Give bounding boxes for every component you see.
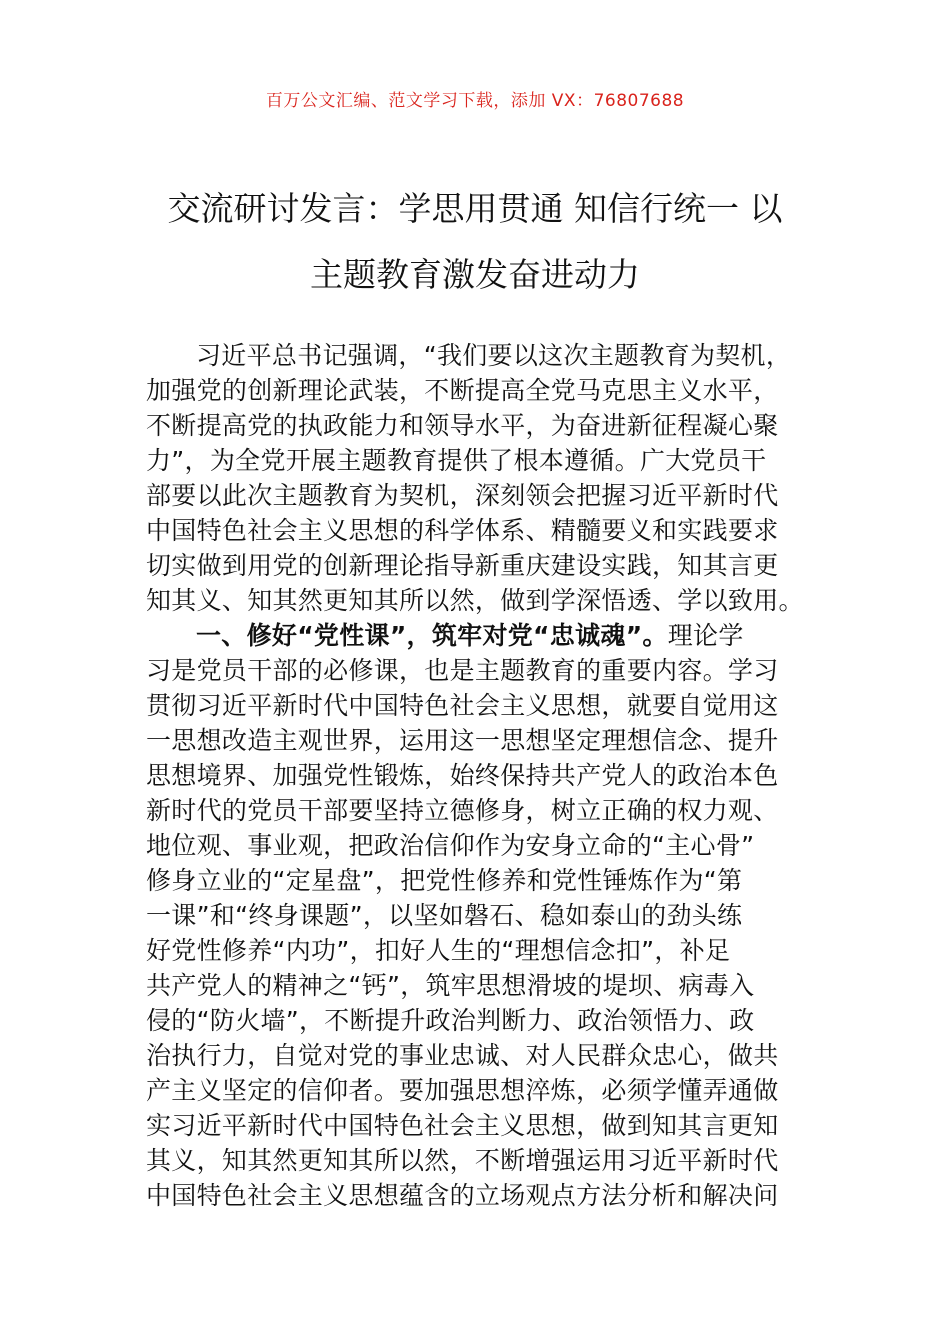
body-line: 加强党的创新理论武装，不断提高全党马克思主义水平， [146, 376, 779, 405]
body-line: 切实做到用党的创新理论指导新重庆建设实践，知其言更 [146, 551, 779, 580]
body-line: 思想境界、加强党性锻炼，始终保持共产党人的政治本色 [146, 761, 779, 790]
document-title [100, 176, 850, 308]
body-line: 其义，知其然更知其所以然，不断增强运用习近平新时代 [146, 1146, 779, 1175]
body-line: 部要以此次主题教育为契机，深刻领会把握习近平新时代 [146, 481, 779, 510]
body-line: 中国特色社会主义思想的科学体系、精髓要义和实践要求 [146, 516, 779, 545]
section-heading: 一、修好“党性课”，筑牢对党“忠诚魂”。 [196, 621, 668, 650]
title-line-2: 主题教育激发奋进动力 [310, 255, 640, 294]
body-line: 贯彻习近平新时代中国特色社会主义思想，就要自觉用这 [146, 691, 779, 720]
body-line: 新时代的党员干部要坚持立德修身，树立正确的权力观、 [146, 796, 779, 825]
body-line: 习是党员干部的必修课，也是主题教育的重要内容。学习 [146, 656, 779, 685]
body-line: 知其义、知其然更知其所以然，做到学深悟透、学以致用。 [146, 586, 804, 615]
body-line: 实习近平新时代中国特色社会主义思想，做到知其言更知 [146, 1111, 779, 1140]
body-line: 不断提高党的执政能力和领导水平，为奋进新征程凝心聚 [146, 411, 779, 440]
body-line: 侵的“防火墙”，不断提升政治判断力、政治领悟力、政 [146, 1006, 755, 1035]
body-line: 修身立业的“定星盘”，把党性修养和党性锤炼作为“第 [146, 866, 743, 895]
body-line: 力”，为全党开展主题教育提供了根本遵循。广大党员干 [146, 446, 767, 475]
body-line: 好党性修养“内功”，扣好人生的“理想信念扣”，补足 [146, 936, 731, 965]
body-line: 习近平总书记强调，“我们要以这次主题教育为契机， [196, 341, 792, 370]
body-line-tail: 理论学 [667, 621, 744, 650]
body-line: 中国特色社会主义思想蕴含的立场观点方法分析和解决问 [146, 1181, 779, 1210]
body-line: 共产党人的精神之“钙”，筑牢思想滑坡的堤坝、病毒入 [146, 971, 755, 1000]
document-body [146, 338, 816, 1213]
section-heading-line [146, 618, 816, 653]
body-line: 一思想改造主观世界，运用这一思想坚定理想信念、提升 [146, 726, 779, 755]
body-line: 治执行力，自觉对党的事业忠诚、对人民群众忠心，做共 [146, 1041, 779, 1070]
body-line: 产主义坚定的信仰者。要加强思想淬炼，必须学懂弄通做 [146, 1076, 779, 1105]
title-line-1: 交流研讨发言：学思用贯通 知信行统一 以 [167, 189, 783, 228]
header-note: 百万公文汇编、范文学习下载，添加 VX：76807688 [265, 91, 685, 111]
body-line: 一课”和“终身课题”，以坚如磐石、稳如泰山的劲头练 [146, 901, 743, 930]
body-line: 地位观、事业观，把政治信仰作为安身立命的“主心骨” [146, 831, 755, 860]
